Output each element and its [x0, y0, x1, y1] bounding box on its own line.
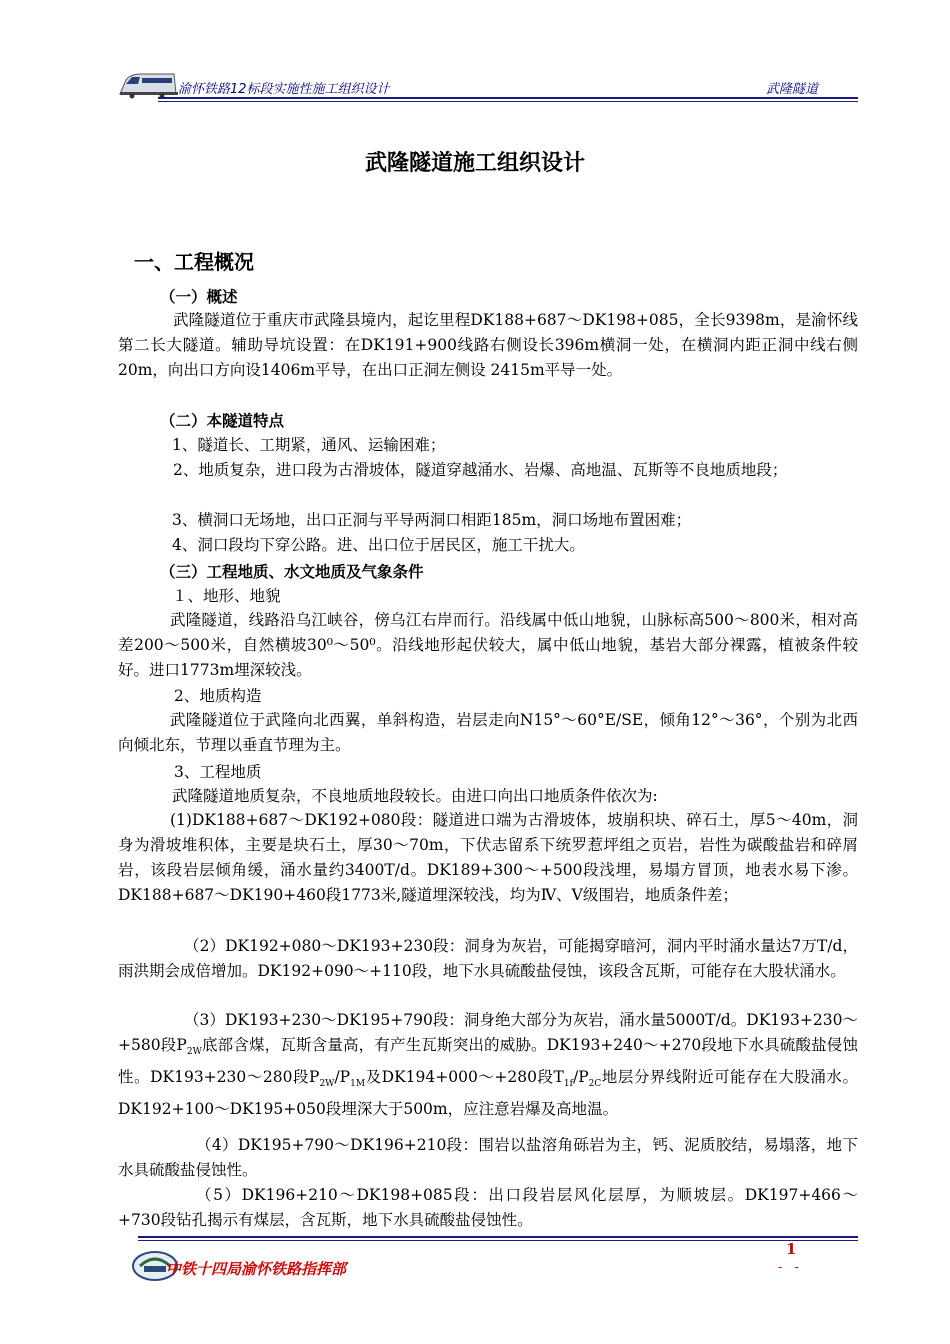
- page-header: [118, 66, 858, 106]
- subheading-summary: （一）概述: [160, 288, 238, 306]
- train-logo-icon: [118, 68, 180, 100]
- header-section-title: 武隆隧道: [765, 82, 818, 97]
- geology-segment-1: (1)DK188+687～DK192+080段：隧道进口端为古滑坡体，坡崩积块、碎石土，厚5～40m，洞身为滑坡堆积体，主要是块石土，厚30～70m，下伏志留系下统罗惹坪组之页岩，岩性为碳酸盐岩和碎屑岩，该段岩层倾角缓，涌水量约3400T/d。DK189+300～+500段浅埋，易塌方冒顶，地表水易下渗。DK188+687～DK190+460段1773米,隧道埋深较浅，均为Ⅳ、Ⅴ级围岩，地质条件差；: [118, 811, 858, 904]
- feature-item: 3、横洞口无场地，出口正洞与平导两洞口相距185m，洞口场地布置困难；: [172, 511, 692, 529]
- geology-segment-3: （3）DK193+230～DK195+790段：洞身绝大部分为灰岩，涌水量5000T/d。DK193+230～+580段$P_{2W}$底部含煤，瓦斯含量高，有产生瓦斯突出的威胁。DK193+240～+270段地下水具硫酸盐侵蚀性。DK193+230～280段$P_{2W}/P_{1M}$及DK194+000～+280段$T_{1f}/P_{2C}$地层分界线附近可能存在大股涌水。DK192+100～DK195+050段埋深大于500m，应注意岩爆及高地温。: [118, 1011, 858, 1119]
- header-doc-title: 渝怀铁路12标段实施性施工组织设计: [178, 82, 390, 97]
- section-heading-overview: 一、工程概况: [134, 250, 254, 274]
- paragraph-geology-intro: 武隆隧道地质复杂，不良地质地段较长。由进口向出口地质条件依次为:: [172, 787, 658, 805]
- feature-item: 1、隧道长、工期紧，通风、运输困难；: [172, 436, 446, 454]
- subheading-features: （二）本隧道特点: [160, 412, 285, 430]
- page-number-dashes: - -: [778, 1260, 803, 1275]
- feature-item: 4、洞口段均下穿公路。进、出口位于居民区，施工干扰大。: [172, 536, 585, 554]
- header-rule: [158, 97, 858, 99]
- topic-heading-terrain: １、地形、地貌: [172, 587, 281, 605]
- footer-organization: 中铁十四局渝怀铁路指挥部: [166, 1260, 347, 1278]
- document-title: 武隆隧道施工组织设计: [364, 151, 585, 176]
- page-footer: [118, 1234, 858, 1294]
- paragraph-structure: 武隆隧道位于武隆向北西翼，单斜构造，岩层走向N15°～60°E/SE，倾角12°～36°，个别为北西向倾北东，节理以垂直节理为主。: [118, 711, 858, 754]
- paragraph-overview: 武隆隧道位于重庆市武隆县境内，起讫里程DK188+687～DK198+085，全长9398m，是渝怀线第二长大隧道。辅助导坑设置：在DK191+900线路右侧设长396m横洞一处，在横洞内距正洞中线右侧20m，向出口方向设1406m平导，在出口正洞左侧设 2415m平导一处。: [118, 311, 858, 379]
- footer-rule-thin: [138, 1240, 858, 1241]
- footer-rule: [138, 1236, 858, 1238]
- topic-heading-structure: 2、地质构造: [174, 687, 262, 705]
- page-number: 1: [786, 1240, 797, 1258]
- geology-segment-2: （2）DK192+080～DK193+230段：洞身为灰岩，可能揭穿暗河，洞内平时涌水量达7万T/d，雨洪期会成倍增加。DK192+090～+110段，地下水具硫酸盐侵蚀，该段含瓦斯，可能存在大股状涌水。: [118, 937, 858, 980]
- subheading-geology: （三）工程地质、水文地质及气象条件: [160, 563, 424, 581]
- geology-segment-4: （4）DK195+790～DK196+210段：围岩以盐溶角砾岩为主，钙、泥质胶结，易塌落，地下水具硫酸盐侵蚀性。: [118, 1136, 858, 1179]
- feature-item: 2、地质复杂，进口段为古滑坡体，隧道穿越涌水、岩爆、高地温、瓦斯等不良地质地段；: [173, 461, 788, 479]
- header-rule-thin: [158, 101, 858, 102]
- geology-segment-5: （5）DK196+210～DK198+085段：出口段岩层风化层厚，为顺坡层。DK197+466～+730段钻孔揭示有煤层，含瓦斯，地下水具硫酸盐侵蚀性。: [118, 1186, 858, 1229]
- topic-heading-engineering-geology: 3、工程地质: [174, 763, 262, 781]
- paragraph-terrain: 武隆隧道，线路沿乌江峡谷，傍乌江右岸而行。沿线属中低山地貌，山脉标高500～800米，相对高差200～500米，自然横坡30⁰～50⁰。沿线地形起伏较大，属中低山地貌，基岩大部分裸露，植被条件较好。进口1773m埋深较浅。: [118, 611, 858, 679]
